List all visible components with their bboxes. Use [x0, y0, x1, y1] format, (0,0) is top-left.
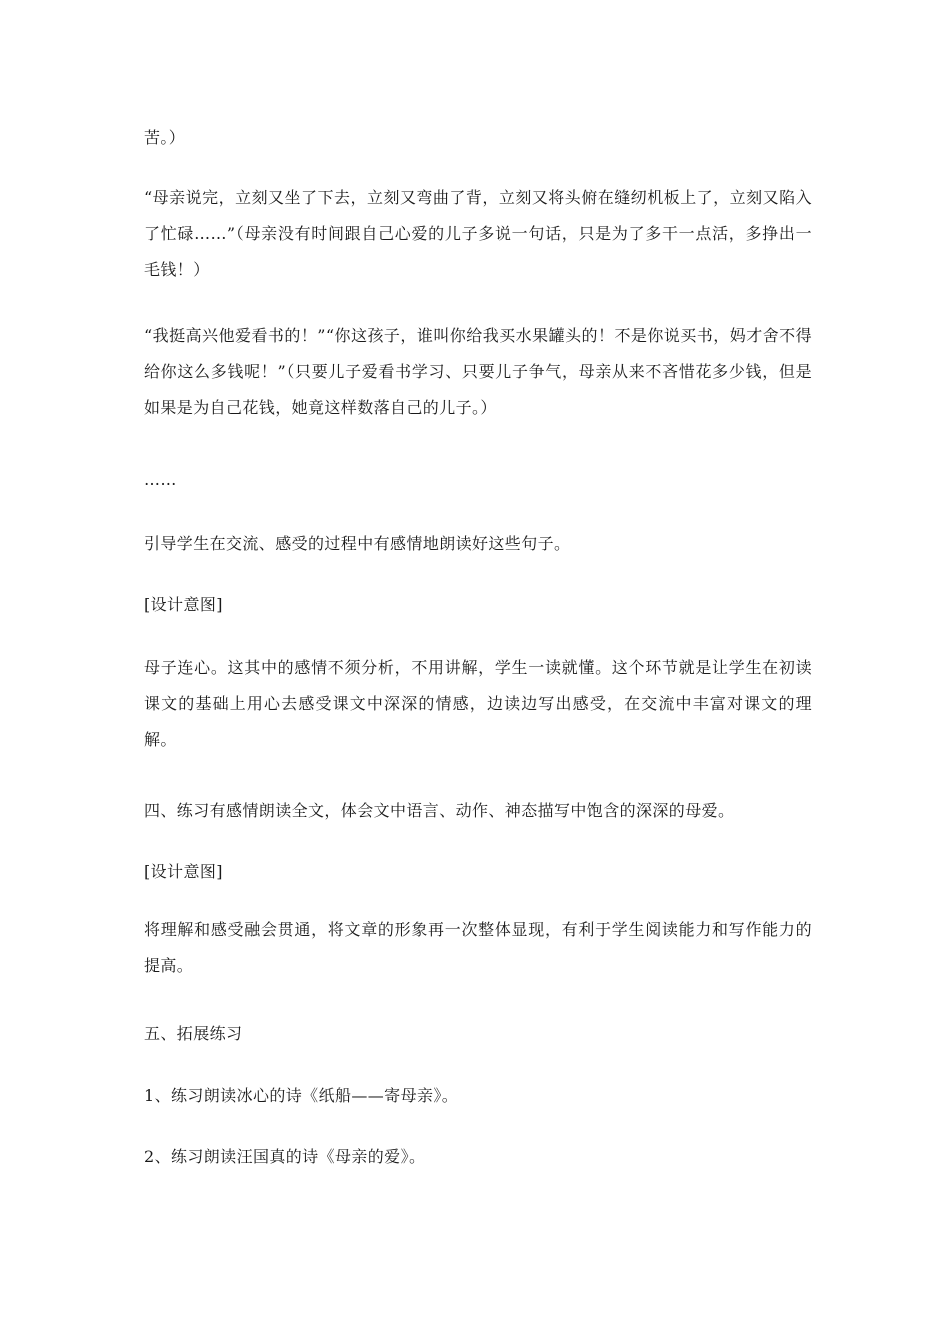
paragraph-ellipsis: ……	[144, 470, 177, 489]
list-item-exercise-1: 1、练习朗读冰心的诗《纸船——寄母亲》。	[144, 1086, 459, 1105]
paragraph-design-intent-1: 母子连心。这其中的感情不须分析，不用讲解，学生一读就懂。这个环节就是让学生在初读课文的基础上用心去感受课文中深深的情感，边读边写出感受，在交流中丰富对课文的理解。	[144, 658, 812, 749]
paragraph-guide-reading: 引导学生在交流、感受的过程中有感情地朗读好这些句子。	[144, 534, 571, 553]
paragraph-mother-quote: “母亲说完，立刻又坐了下去，立刻又弯曲了背，立刻又将头俯在缝纫机板上了，立刻又陷入了忙碌……”（母亲没有时间跟自己心爱的儿子多说一句话，只是为了多干一点活，多挣出一毛钱！）	[144, 188, 812, 279]
list-item-exercise-2: 2、练习朗读汪国真的诗《母亲的爱》。	[144, 1147, 426, 1166]
design-intent-label: [设计意图]	[144, 595, 223, 614]
paragraph-continuation: 苦。）	[144, 128, 186, 147]
paragraph-design-intent-2: 将理解和感受融会贯通，将文章的形象再一次整体显现，有利于学生阅读能力和写作能力的提高。	[144, 920, 812, 975]
design-intent-label: [设计意图]	[144, 862, 223, 881]
paragraph-book-quote: “我挺高兴他爱看书的！”“你这孩子，谁叫你给我买水果罐头的！不是你说买书，妈才舍不得给你这么多钱呢！”（只要儿子爱看书学习、只要儿子争气，母亲从来不吝惜花多少钱，但是如果是为自己花钱，她竟这样数落自己的儿子。）	[144, 326, 812, 417]
section-heading-four: 四、练习有感情朗读全文，体会文中语言、动作、神态描写中饱含的深深的母爱。	[144, 801, 735, 820]
section-heading-five: 五、拓展练习	[144, 1024, 243, 1043]
